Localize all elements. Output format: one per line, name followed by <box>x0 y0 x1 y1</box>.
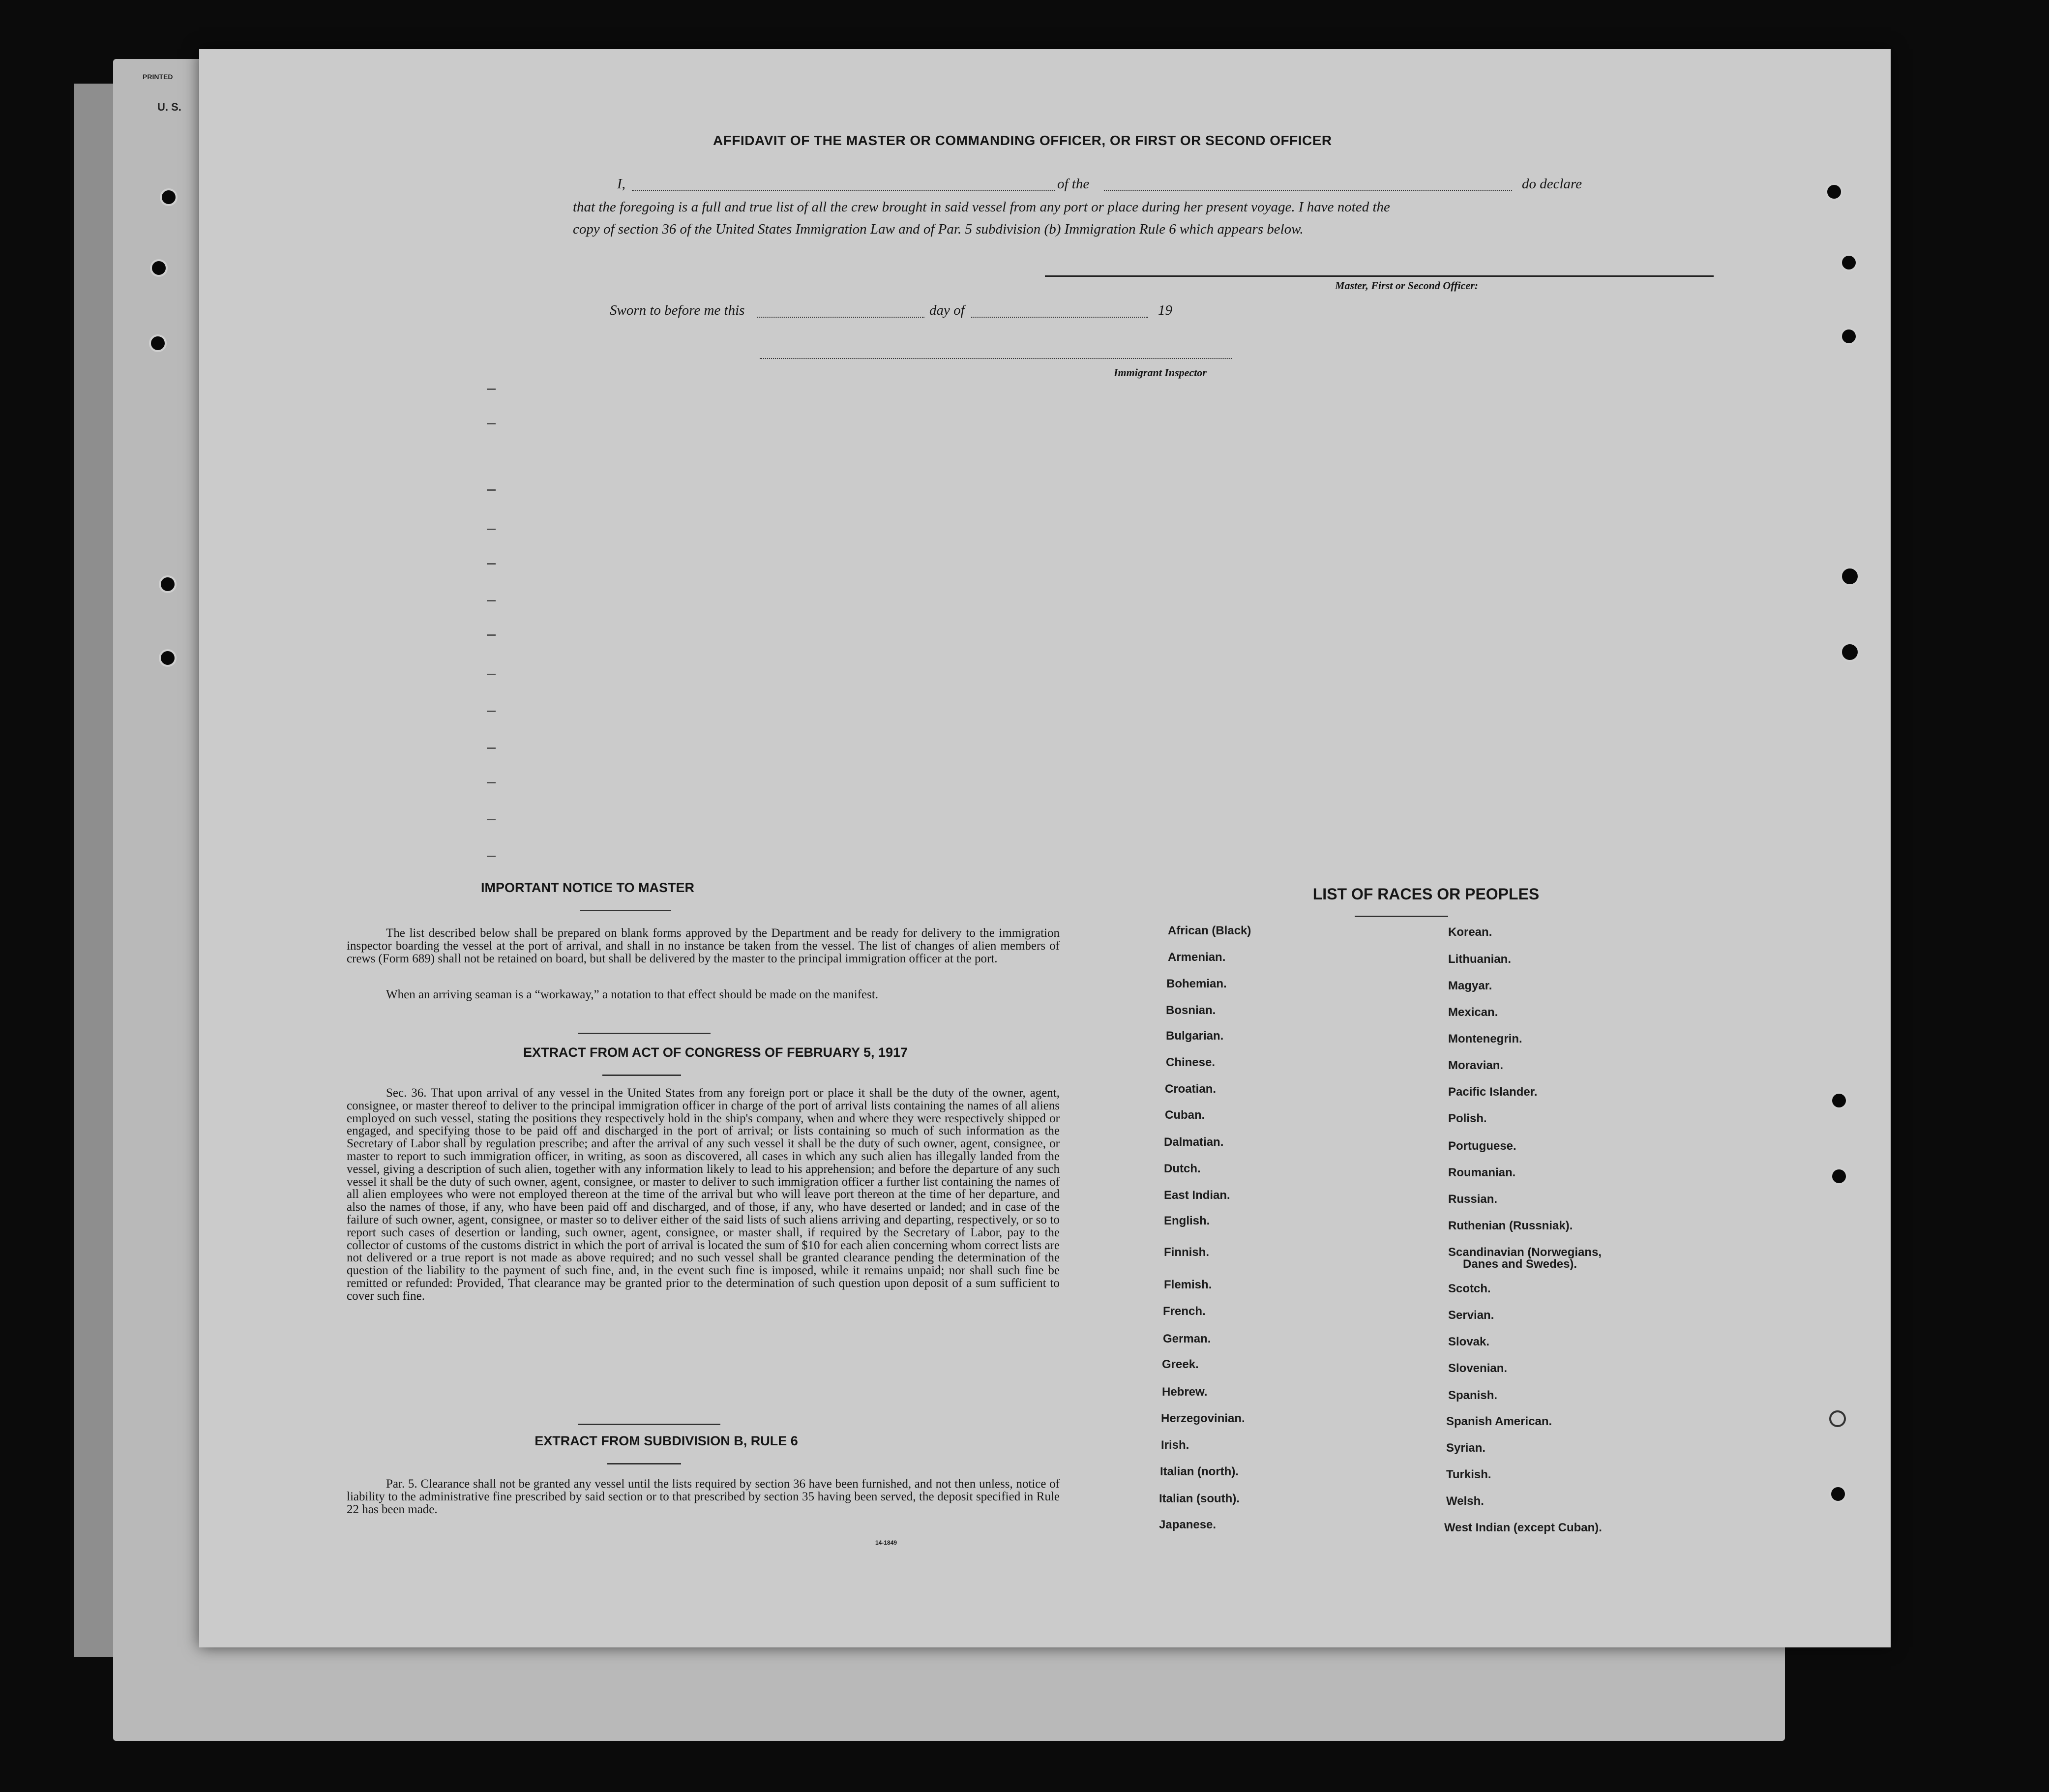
bleed-mark <box>487 388 496 390</box>
race-left-item: Bosnian. <box>1166 1004 1216 1017</box>
bleed-mark <box>487 563 496 565</box>
extract-act-rule-bottom <box>602 1075 681 1076</box>
race-left-item: Herzegovinian. <box>1161 1412 1245 1425</box>
race-left-item: Japanese. <box>1159 1518 1217 1531</box>
punch-hole <box>149 334 167 352</box>
punch-hole <box>1829 1485 1847 1503</box>
race-left-item: East Indian. <box>1164 1189 1230 1202</box>
bleed-mark <box>487 600 496 601</box>
vessel-blank <box>1104 190 1512 191</box>
signature-line <box>1045 275 1714 277</box>
race-left-item: Irish. <box>1161 1438 1189 1452</box>
affidavit-line-3: copy of section 36 of the United States Immigration Law and of Par. 5 subdivision (b) Immigration Rule 6 which appears below. <box>573 221 1304 237</box>
punch-hole <box>1840 642 1860 662</box>
bleed-mark <box>487 634 496 636</box>
notice-paragraph-2: When an arriving seaman is a “workaway,” a notation to that effect should be made on the manifest. <box>386 988 879 1001</box>
race-left-item: German. <box>1163 1332 1211 1345</box>
race-right-item: Servian. <box>1448 1309 1494 1322</box>
affidavit-title: AFFIDAVIT OF THE MASTER OR COMMANDING OFFICER, OR FIRST OR SECOND OFFICER <box>713 133 1332 148</box>
bleed-mark <box>487 747 496 749</box>
extract-rule-rule-bottom <box>607 1463 681 1464</box>
race-left-item: Armenian. <box>1168 951 1226 964</box>
race-right-item: West Indian (except Cuban). <box>1444 1521 1602 1534</box>
bleed-mark <box>487 856 496 857</box>
race-left-item: Bohemian. <box>1166 977 1227 990</box>
race-left-item: Cuban. <box>1165 1108 1205 1122</box>
day-blank <box>757 317 924 318</box>
race-right-item: Slovenian. <box>1448 1362 1508 1375</box>
race-left-item: Italian (north). <box>1160 1465 1239 1478</box>
inspector-signature-line <box>760 358 1232 359</box>
race-left-item: Dutch. <box>1164 1162 1201 1175</box>
race-right-item: Roumanian. <box>1448 1166 1516 1179</box>
punch-hole <box>1840 254 1858 271</box>
us-edge-label: U. S. <box>157 101 181 113</box>
race-right-item: Slovak. <box>1448 1335 1490 1348</box>
extract-act-body: Sec. 36. That upon arrival of any vessel in the United States from any foreign port or place it shall be the duty of the owner, agent, consignee, or master thereof to deliver to the principal immigration officer in charge of the port of arrival lists containing the names of all aliens employed on such vessel, stating the positions they respectively hold in the ship's company, when and where they were respectively shipped or engaged, and specifying those to be paid off and discharged in the port of arrival; or lists containing so much of such information as the Secretary of Labor shall by regulation prescribe; and after the arrival of any such vessel it shall be the duty of such owner, agent, consignee, or master to report to such immigration officer, in writing, as soon as discovered, all cases in which any such alien has illegally landed from the vessel, giving a description of such alien, together with any information likely to lead to his apprehension; and before the departure of any such vessel it shall be the duty of such owner, agent, consignee, or master to deliver to such immigration officer a further list containing the names of all alien employees who were not employed thereon at the time of the arrival but who will leave port thereon at the time of her departure, and also the names of those, if any, who have been paid off and discharged, and of those, if any, who have deserted or landed; and in case of the failure of such owner, agent, consignee, or master so to deliver either of the said lists of such aliens arriving and departing, respectively, or so to report such cases of desertion or landing, such owner, agent, consignee, or master shall, if required by the Secretary of Labor, pay to the collector of customs of the customs district in which the port of arrival is located the sum of $10 for each alien concerning whom correct lists are not delivered or a true report is not made as above required; and no such vessel shall be granted clearance pending the determination of the question of the liability to the payment of such fine, and, in the event such fine is imposed, while it remains unpaid; nor shall such fine be remitted or refunded: Provided, That clearance may be granted prior to the determination of such question upon deposit of a sum sufficient to cover such fine. <box>347 1086 1060 1303</box>
race-right-item: Spanish American. <box>1446 1415 1552 1428</box>
race-right-item: Korean. <box>1448 926 1492 939</box>
race-right-item: Magyar. <box>1448 979 1492 992</box>
bleed-mark <box>487 489 496 491</box>
punch-hole-ring <box>1829 1410 1846 1427</box>
affidavit-i-label: I, <box>617 176 625 192</box>
affidavit-declare-label: do declare <box>1522 176 1582 192</box>
sworn-year: 19 <box>1158 302 1172 318</box>
punch-hole <box>1830 1092 1848 1109</box>
race-left-item: Italian (south). <box>1159 1492 1240 1505</box>
races-rule <box>1355 916 1448 917</box>
notice-paragraph-1: The list described below shall be prepared on blank forms approved by the Department and be ready for delivery to the immigration inspector boarding the vessel at the port of arrival, and shall in no instance be taken from the vessel. The list of changes of alien members of crews (Form 689) shall not be retained on board, but shall be delivered by the master to the principal immigration officer at the port. <box>347 926 1060 965</box>
extract-act-rule-top <box>578 1033 711 1034</box>
race-right-item: Ruthenian (Russniak). <box>1448 1219 1573 1232</box>
punch-hole <box>1840 328 1858 345</box>
punch-hole <box>1825 183 1843 201</box>
signature-caption: Master, First or Second Officer: <box>1335 279 1479 292</box>
race-right-item: Mexican. <box>1448 1006 1498 1019</box>
bleed-mark <box>487 529 496 530</box>
affidavit-line-2: that the foregoing is a full and true list of all the crew brought in said vessel from any port or place during her present voyage. I have noted the <box>573 199 1390 215</box>
race-right-item: Scandinavian (Norwegians, <box>1448 1246 1602 1259</box>
races-title: LIST OF RACES OR PEOPLES <box>1312 885 1540 903</box>
extract-rule-title: EXTRACT FROM SUBDIVISION B, RULE 6 <box>535 1434 798 1448</box>
extract-rule-rule-top <box>578 1424 720 1425</box>
bleed-mark <box>487 819 496 820</box>
left-binding-strip <box>74 84 113 1657</box>
punch-hole <box>159 575 177 593</box>
name-blank <box>632 190 1055 191</box>
race-left-item: Chinese. <box>1166 1056 1216 1069</box>
bleed-mark <box>487 674 496 675</box>
race-right-item: Syrian. <box>1446 1441 1486 1455</box>
sworn-prefix: Sworn to before me this <box>610 302 745 318</box>
race-left-item: Bulgarian. <box>1166 1029 1224 1043</box>
race-right-item: Spanish. <box>1448 1389 1498 1402</box>
race-left-item: African (Black) <box>1168 924 1251 937</box>
bleed-mark <box>487 782 496 783</box>
race-right-item: Danes and Swedes). <box>1463 1257 1577 1271</box>
race-right-item: Turkish. <box>1446 1468 1491 1481</box>
race-right-item: Lithuanian. <box>1448 953 1511 966</box>
form-number: 14-1849 <box>875 1539 897 1546</box>
sworn-day-of: day of <box>929 302 965 318</box>
race-right-item: Montenegrin. <box>1448 1032 1522 1045</box>
month-blank <box>971 317 1148 318</box>
extract-rule-body: Par. 5. Clearance shall not be granted any vessel until the lists required by section 36 have been furnished, and not then unless, notice of liability to the administrative fine prescribed by said section or to that prescribed by section 35 having been served, the deposit specified in Rule 22 has been made. <box>347 1477 1060 1516</box>
race-right-item: Polish. <box>1448 1112 1487 1125</box>
punch-hole <box>1830 1167 1848 1185</box>
race-left-item: English. <box>1164 1214 1210 1227</box>
punch-hole <box>160 188 178 206</box>
bleed-mark <box>487 711 496 712</box>
inspector-caption: Immigrant Inspector <box>1114 366 1207 379</box>
affidavit-of-the-label: of the <box>1057 176 1090 192</box>
race-right-item: Pacific Islander. <box>1448 1085 1538 1099</box>
manifest-page <box>199 49 1891 1647</box>
race-right-item: Russian. <box>1448 1193 1498 1206</box>
race-right-item: Scotch. <box>1448 1282 1491 1295</box>
race-left-item: Finnish. <box>1164 1246 1209 1259</box>
race-left-item: French. <box>1163 1305 1206 1318</box>
notice-rule <box>580 910 671 911</box>
punch-hole <box>159 649 177 667</box>
race-left-item: Croatian. <box>1165 1082 1217 1096</box>
race-left-item: Greek. <box>1162 1358 1199 1371</box>
race-left-item: Hebrew. <box>1162 1385 1208 1399</box>
race-right-item: Portuguese. <box>1448 1139 1516 1153</box>
race-left-item: Flemish. <box>1164 1278 1212 1291</box>
punch-hole <box>1840 567 1860 586</box>
race-right-item: Moravian. <box>1448 1059 1504 1072</box>
punch-hole <box>150 259 168 277</box>
bleed-mark <box>487 423 496 424</box>
race-left-item: Dalmatian. <box>1164 1135 1224 1149</box>
extract-act-title: EXTRACT FROM ACT OF CONGRESS OF FEBRUARY 5, 1917 <box>523 1045 908 1060</box>
notice-title: IMPORTANT NOTICE TO MASTER <box>481 880 694 895</box>
printed-edge-label: PRINTED <box>143 73 173 81</box>
race-right-item: Welsh. <box>1446 1494 1484 1508</box>
